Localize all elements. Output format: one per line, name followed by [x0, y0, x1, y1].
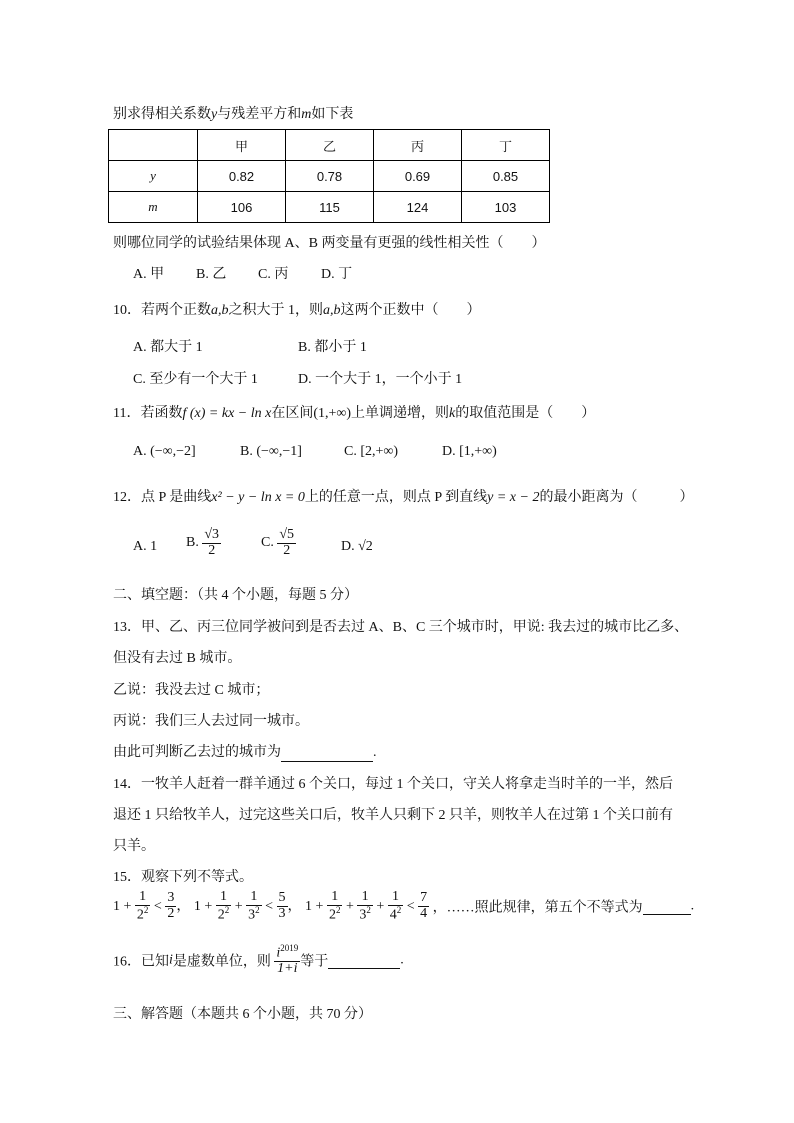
table-header-cell: 甲 — [198, 130, 286, 161]
q11-stem — [113, 402, 595, 422]
q12-option-d — [341, 539, 373, 555]
q10-option-b: B. 都小于 1 — [298, 340, 367, 355]
q12-text-a: 12．点 P 是曲线 — [113, 490, 212, 505]
table-cell: 115 — [286, 192, 374, 223]
q11-option-c: C. [2,+∞) — [344, 444, 399, 459]
q9-option-d: D. 丁 — [321, 267, 353, 282]
q13-line-5: 由此可判断乙去过的城市为 . — [113, 745, 377, 760]
q16-stem: 16．已知i是虚数单位，则 $\frac{i^{2019}}{1+i}$ 等于 . — [113, 943, 404, 977]
q13-line-3: 乙说：我没去过 C 城市； — [113, 683, 270, 698]
table-header-cell: 丙 — [374, 130, 462, 161]
table-cell: 106 — [198, 192, 286, 223]
q10-vars-2: a,b — [323, 303, 341, 318]
intro-end: 如下表 — [311, 107, 354, 122]
q13-line-4: 丙说：我们三人去过同一城市。 — [113, 714, 309, 729]
q9-stem: 则哪位同学的试验结果体现 A、B 两变量有更强的线性相关性（ ） — [113, 236, 546, 251]
ineq-2: 1 + $\frac{1}{2^2}$ + $\frac{1}{3^2}$ < $\frac{5}{3}$ ， — [193, 889, 302, 923]
q16-var-i: i — [169, 952, 173, 968]
q12-option-a: A. 1 — [133, 539, 158, 554]
q13-answer-blank[interactable] — [281, 745, 373, 762]
q16-text-b: 是虚数单位，则 — [172, 954, 271, 970]
ineq-3: 1 + $\frac{1}{2^2}$ + $\frac{1}{3^2}$ + $\frac{1}{4^2}$ < $\frac{7}{4}$ — [305, 889, 428, 923]
var-y: y — [211, 107, 218, 122]
q13-line-5-text: 由此可判断乙去过的城市为 — [113, 745, 281, 760]
q10-text-a: 10．若两个正数 — [113, 303, 211, 318]
q11-option-d: D. [1,+∞) — [442, 444, 497, 459]
q12-option-b — [186, 528, 221, 558]
q12-option-b-fraction — [202, 528, 221, 558]
table-header-cell: 丁 — [462, 130, 550, 161]
q12-text-b: 上的任意一点，则点 P 到直线 — [304, 490, 488, 505]
intro-line — [113, 103, 353, 123]
q16-num-i: i — [276, 945, 281, 961]
q12-option-d-value: √2 — [358, 539, 373, 554]
table-row — [109, 161, 550, 192]
var-m: m — [301, 107, 312, 122]
q12-option-d-label: D. — [341, 539, 355, 554]
row-label: y — [109, 161, 198, 192]
q13-line-2: 但没有去过 B 城市。 — [113, 651, 242, 666]
q16-fraction — [274, 944, 300, 977]
section-3-heading: 三、解答题（本题共 6 个小题，共 70 分） — [113, 1007, 372, 1022]
q16-answer-blank[interactable] — [328, 952, 400, 969]
table-cell: 0.78 — [286, 161, 374, 192]
table-cell: 124 — [374, 192, 462, 223]
q12-option-c-label: C. — [261, 535, 274, 551]
q10-stem — [113, 299, 481, 319]
q10-option-d: D. 一个大于 1，一个小于 1 — [298, 372, 463, 387]
q11-text-a: 11．若函数 — [113, 406, 183, 421]
q12-curve: x² − y − ln x = 0 — [211, 490, 305, 505]
fraction-denominator: 2 — [283, 542, 291, 558]
q10-text-b: 之积大于 1，则 — [228, 303, 323, 318]
q10-option-a: A. 都大于 1 — [133, 340, 203, 355]
ineq-1: 1 + $\frac{1}{2^2}$ < $\frac{3}{2}$ ， — [113, 889, 191, 923]
correlation-table — [108, 129, 550, 223]
q15-tail: ，……照此规律，第五个不等式为 — [432, 900, 643, 916]
q16-text-a: 16．已知 — [113, 954, 169, 970]
table-cell: 0.85 — [462, 161, 550, 192]
q12-option-c-fraction — [277, 528, 296, 558]
q16-numerator — [274, 944, 300, 962]
q11-function: f (x) = kx − ln x — [182, 406, 272, 421]
fraction-numerator: √3 — [204, 527, 220, 542]
table-cell: 0.82 — [198, 161, 286, 192]
q15-line-1: 15．观察下列不等式。 — [113, 870, 253, 885]
q10-vars: a,b — [211, 303, 229, 318]
table-header-cell: 乙 — [286, 130, 374, 161]
table-cell: 103 — [462, 192, 550, 223]
q11-interval: (1,+∞) — [313, 406, 352, 421]
q10-text-c: 这两个正数中（ ） — [340, 303, 481, 318]
q12-text-c: 的最小距离为（ ） — [539, 490, 694, 505]
q14-line-3: 只羊。 — [113, 839, 155, 854]
q12-line: y = x − 2 — [487, 490, 540, 505]
q11-option-b: B. (−∞,−1] — [240, 444, 302, 459]
q12-stem — [113, 486, 693, 506]
section-2-heading: 二、填空题：（共 4 个小题，每题 5 分） — [113, 588, 358, 603]
table-row — [109, 192, 550, 223]
q16-text-c: 等于 — [300, 954, 329, 970]
q11-text-c: 上单调递增，则 — [351, 406, 450, 421]
q11-var-k: k — [449, 406, 456, 421]
q13-line-1: 13．甲、乙、丙三位同学被问到是否去过 A、B、C 三个城市时，甲说: 我去过的城市比乙多、 — [113, 620, 689, 635]
q12-option-b-label: B. — [186, 535, 199, 551]
q16-exponent: 2019 — [280, 943, 299, 953]
q9-option-c: C. 丙 — [258, 267, 289, 282]
fraction-denominator: 2 — [208, 542, 216, 558]
q11-text-d: 的取值范围是（ ） — [455, 406, 596, 421]
q14-line-2: 退还 1 只给牧羊人，过完这些关口后，牧羊人只剩下 2 只羊，则牧羊人在过第 1 个关口前有 — [113, 808, 673, 823]
intro-mid: 与残差平方和 — [217, 107, 302, 122]
q11-option-a: A. (−∞,−2] — [133, 444, 196, 459]
q11-text-b: 在区间 — [271, 406, 314, 421]
q15-answer-blank[interactable] — [643, 898, 691, 915]
q9-option-a: A. 甲 — [133, 267, 165, 282]
q16-denominator: 1+i — [277, 961, 298, 977]
q9-option-b: B. 乙 — [196, 267, 227, 282]
intro-text: 别求得相关系数 — [113, 107, 211, 122]
row-label: m — [109, 192, 198, 223]
q12-option-c — [261, 528, 296, 558]
table-cell: 0.69 — [374, 161, 462, 192]
table-header-cell — [109, 130, 198, 161]
fraction-numerator: √5 — [279, 527, 295, 542]
q15-inequalities: 1 + $\frac{1}{2^2}$ < $\frac{3}{2}$ ， 1 + $\frac{1}{2^2}$ + $\frac{1}{3^2}$ < $\frac{5}{3}$ ， 1 + $\frac{1}{2^2}$ + $\frac{1}{3^2}$ + $\frac{1}{4^2}$ < $\frac{7}{4}$ ，……照此规律，第五个不等式为 . — [113, 889, 695, 923]
table-header-row — [109, 130, 550, 161]
q14-line-1: 14．一牧羊人赶着一群羊通过 6 个关口，每过 1 个关口，守关人将拿走当时羊的一半，然后 — [113, 777, 673, 792]
q10-option-c: C. 至少有一个大于 1 — [133, 372, 258, 387]
